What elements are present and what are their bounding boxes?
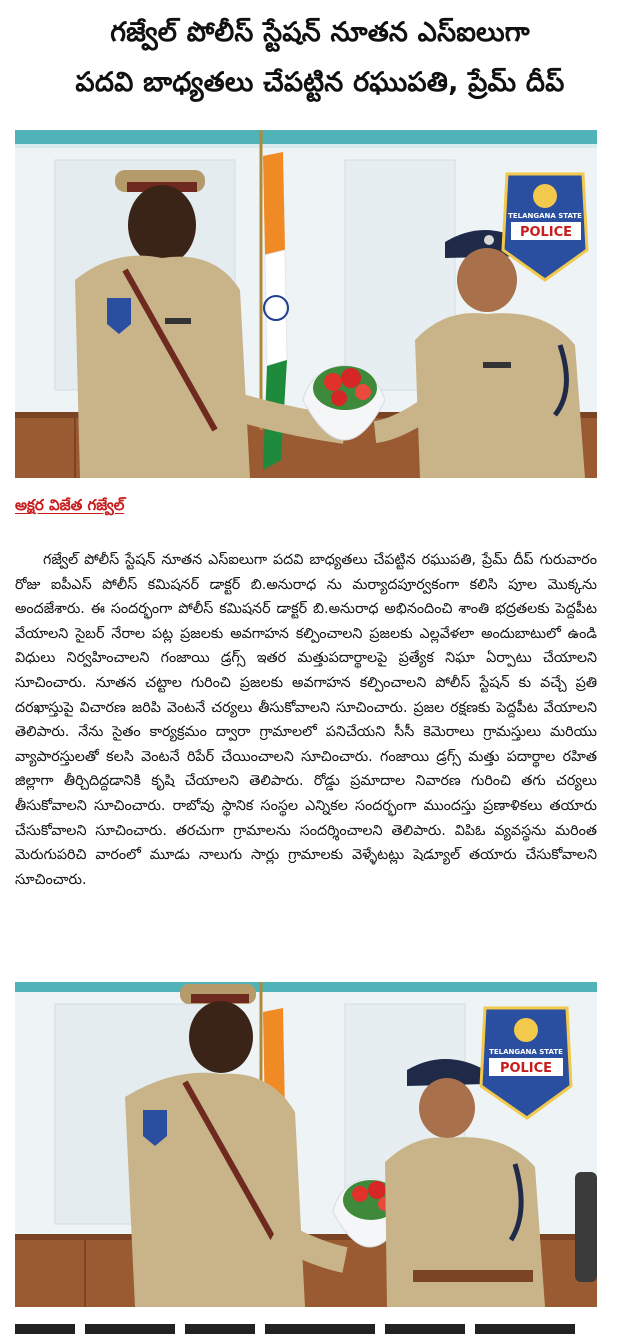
news-photo-1	[15, 130, 597, 478]
article-body: గజ్వేల్ పోలీస్ స్టేషన్ నూతన ఎస్ఐలుగా పదవి బాధ్యతలు చేపట్టిన రఘుపతి, ప్రేమ్ దీప్ గురువారం రోజు ఐపీఎస్ పోలీస్ కమిషనర్ డాక్టర్ బి.అనురాధ ను మర్యాదపూర్వకంగా కలిసి పూల మొక్కను అందజేశారు. ఈ సందర్భంగా పోలీస్ కమిషనర్ డాక్టర్ బి.అనురాధ అభినందించి శాంతి భద్రతలకు పెద్దపీట వేయాలని సైబర్ నేరాల పట్ల ప్రజలకు అవగాహన కల్పించాలని ప్రజలకు ఎల్లవేళలా అందుబాటులో ఉండి విధులు నిర్వహించాలని గంజాయి డ్రగ్స్ ఇతర మత్తుపదార్థాలపై ప్రత్యేక నిఘా ఏర్పాటు చేయాలని సూచించారు. నూతన చట్టాల గురించి ప్రజలకు అవగాహన కల్పించాలని పోలీస్ స్టేషన్ కు వచ్చే ప్రతి దరఖాస్తుపై విచారణ జరిపి వెంటనే చర్యలు తీసుకోవాలని సూచించారు. ప్రజల రక్షణకు పెద్దపీట వేయాలని తెలిపారు. నేను సైతం కార్యక్రమం ద్వారా గ్రామాలలో పనిచేయని సీసీ కెమెరాలు గ్రామస్తులు మరియు వ్యాపారస్తులతో కలసి వెంటనే రిపేర్ చేయించాలని సూచించారు. గంజాయి డ్రగ్స్ మత్తు పదార్థాల రహిత జిల్లాగా తీర్చిదిద్దడానికి కృషి చేయాలని తెలిపారు. రోడ్డు ప్రమాదాల నివారణ గురించి తగు చర్యలు తీసుకోవాలని సూచించారు. రాబోవు స్థానిక సంస్థల ఎన్నికల సందర్భంగా ముందస్తు ప్రణాళికలు తయారు చేసుకోవాలని సూచించారు. తరచుగా గ్రామాలను సందర్శించాలని తెలిపారు. విపిఓ వ్యవస్థను మరింత మెరుగుపరిచి వారంలో మూడు నాలుగు సార్లు గ్రామాలకు వెళ్ళేటట్లు షెడ్యూల్ తయారు చేసుకోవాలని సూచించారు.	[15, 552, 597, 888]
byline: అక్షర విజేత గజ్వేల్	[15, 496, 125, 514]
headline-line-1: గజ్వేల్ పోలీస్ స్టేషన్ నూతన ఎస్ఐలుగా	[110, 17, 530, 48]
logo-text-state: TELANGANA STATE	[489, 1048, 563, 1056]
logo-text-police: POLICE	[499, 1061, 553, 1076]
headline	[18, 8, 622, 108]
logo-text-police: POLICE	[519, 225, 573, 240]
headline-line-2: పదవి బాధ్యతలు చేపట్టిన రఘుపతి, ప్రేమ్ దీప్	[75, 67, 565, 98]
news-photo-2	[15, 982, 597, 1307]
cropped-next-content	[15, 1318, 597, 1334]
logo-text-state: TELANGANA STATE	[508, 212, 582, 220]
